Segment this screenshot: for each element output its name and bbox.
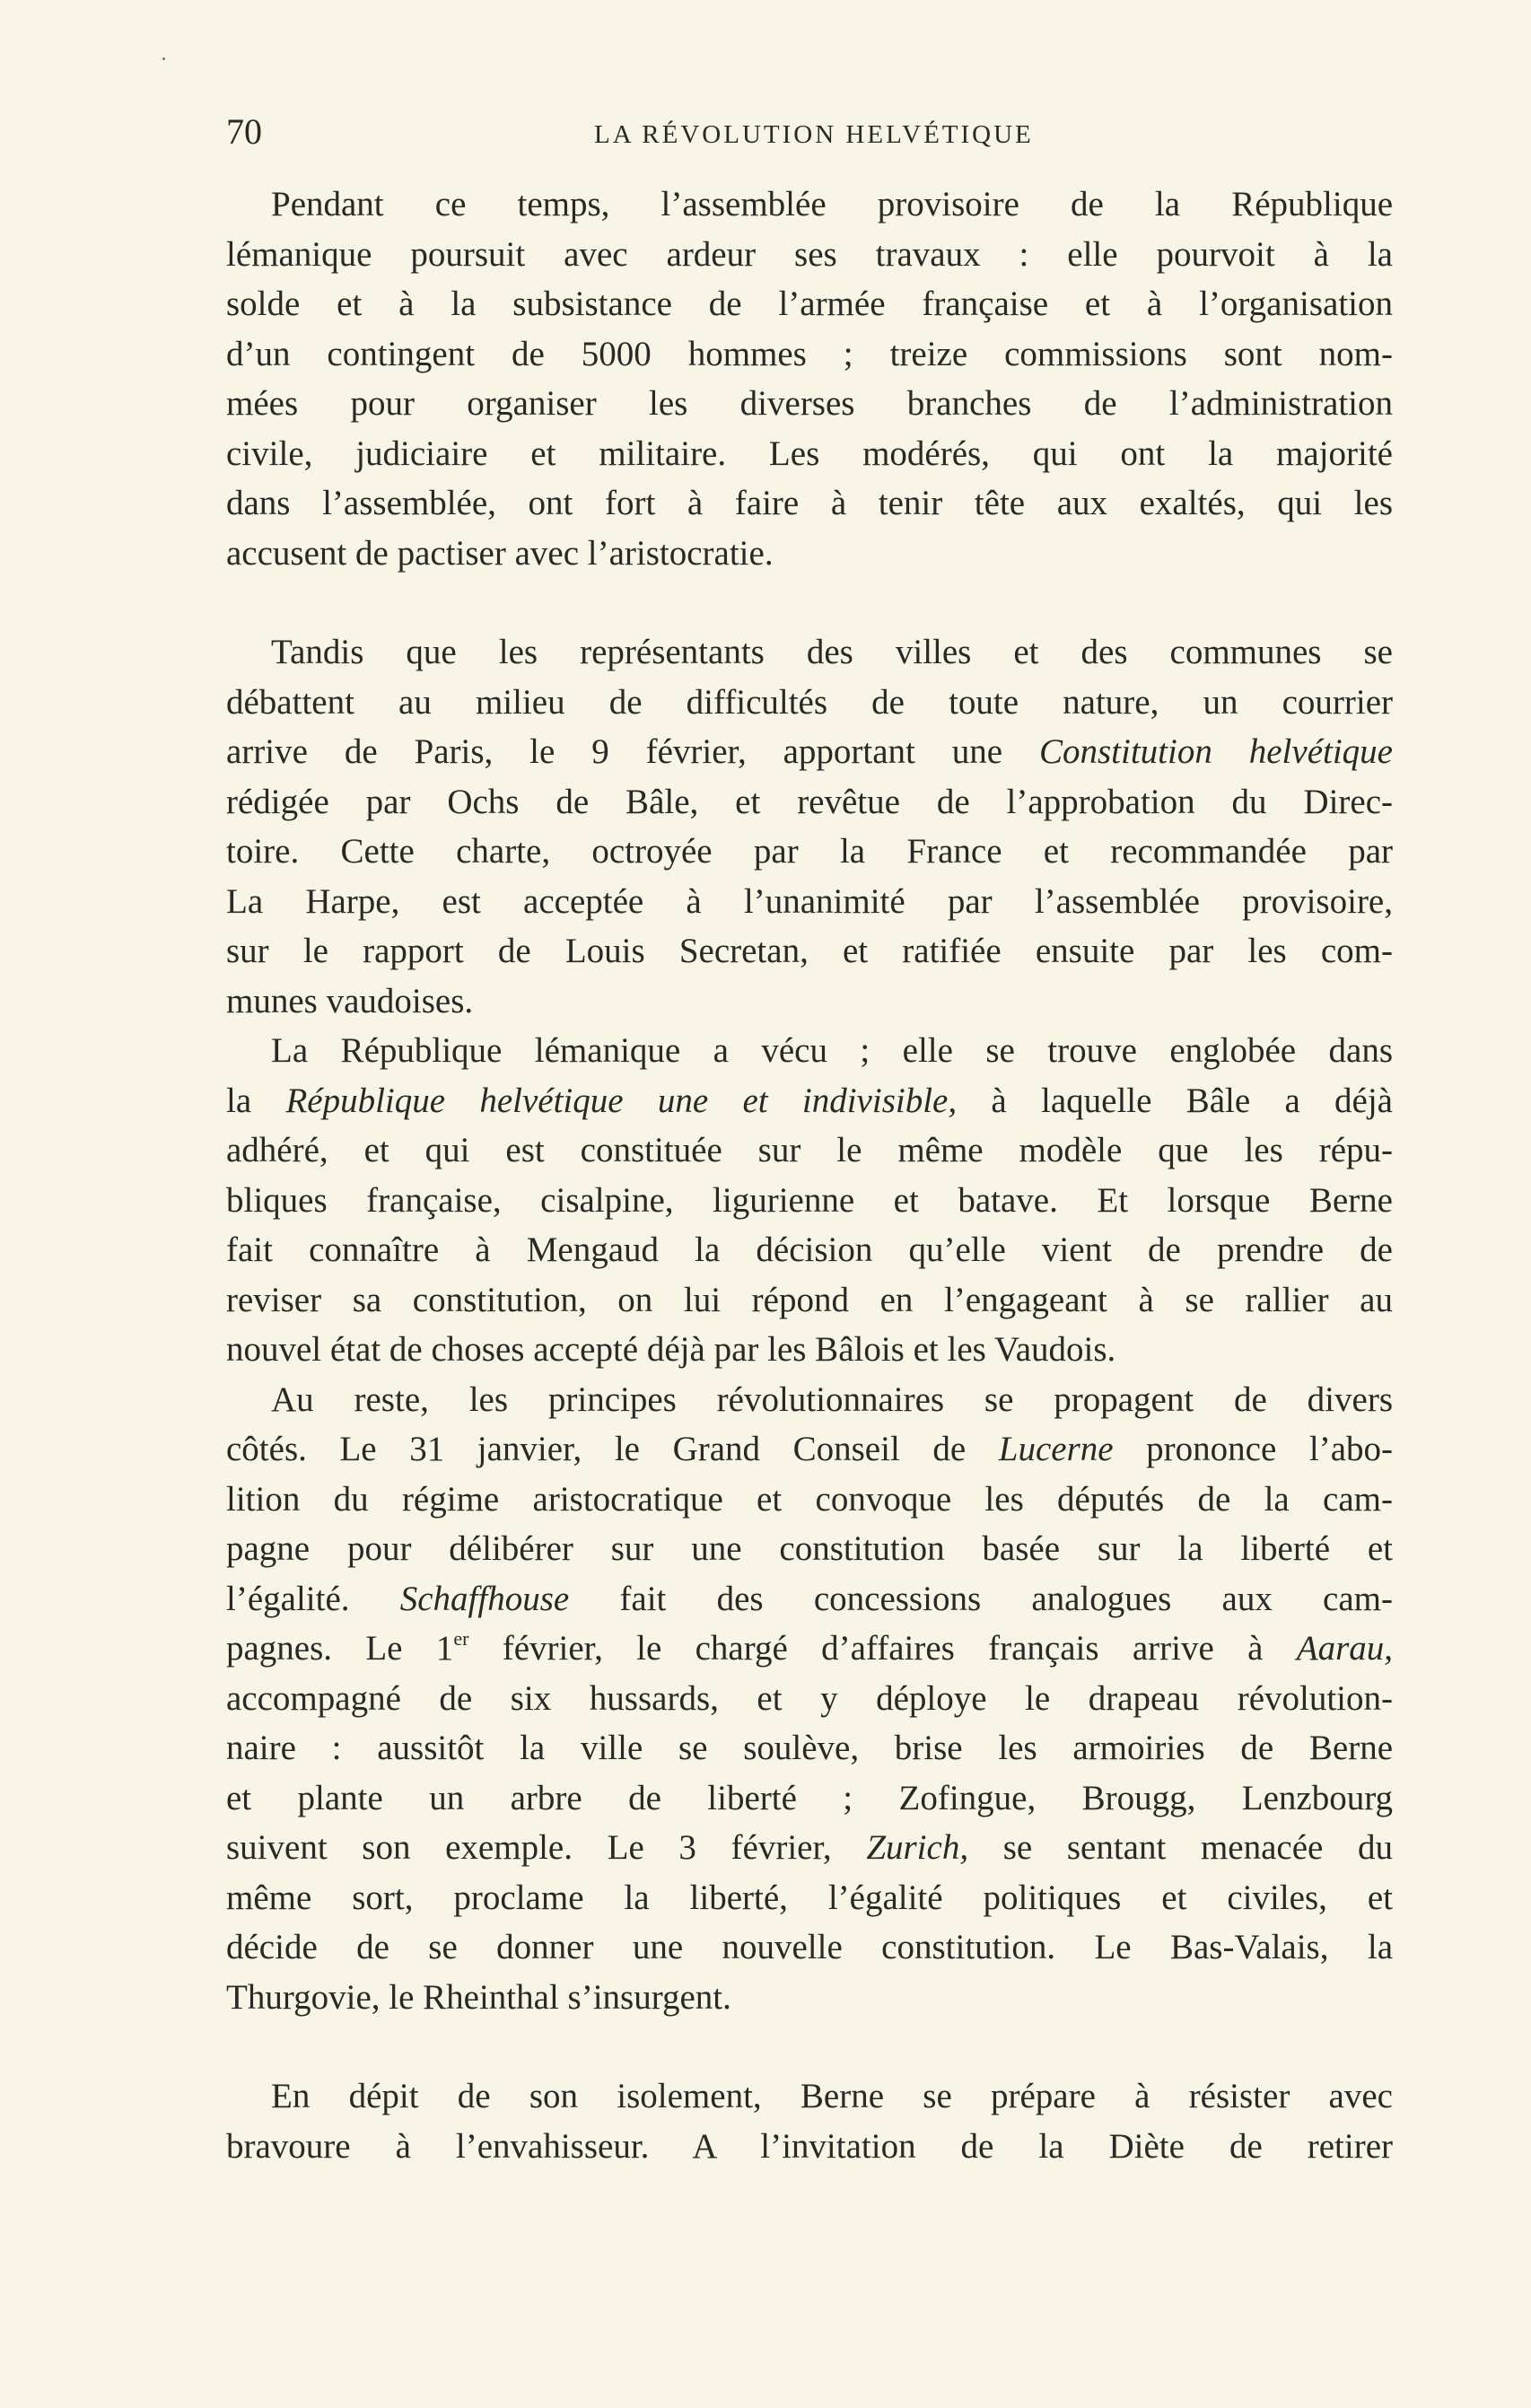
text-line: rédigée par Ochs de Bâle, et revêtue de l’approbation du Direc- <box>226 782 1393 821</box>
paragraph <box>226 2071 1393 2171</box>
text-line: adhéré, et qui est constituée sur le même modèle que les répu- <box>226 1131 1393 1169</box>
text-line: dans l’assemblée, ont fort à faire à tenir tête aux exaltés, qui les <box>226 484 1393 522</box>
running-title: LA RÉVOLUTION HELVÉTIQUE <box>594 120 1034 149</box>
text-run: arrive de Paris, le 9 février, apportant une <box>226 732 1039 771</box>
text-line: La Harpe, est acceptée à l’unanimité par l’assemblée provisoire, <box>226 881 1393 921</box>
italic-place: Aarau, <box>1296 1629 1393 1668</box>
text-line: même sort, proclame la liberté, l’égalité politiques et civiles, et <box>226 1878 1393 1917</box>
text-line: Au reste, les principes révolutionnaires se propagent de divers <box>271 1379 1393 1419</box>
text-run: fait des concessions analogues aux cam- <box>569 1579 1393 1618</box>
text-line: reviser sa constitution, on lui répond en l’engageant à se rallier au <box>226 1280 1393 1319</box>
text-run: l’égalité. <box>226 1579 400 1618</box>
text-line: sur le rapport de Louis Secretan, et ratifiée ensuite par les com- <box>226 932 1393 970</box>
italic-title: Constitution helvétique <box>1038 732 1393 771</box>
text-line <box>226 1076 1393 1126</box>
text-line: décide de se donner une nouvelle constitution. Le Bas-Valais, la <box>226 1928 1393 1966</box>
text-run: la <box>226 1081 286 1120</box>
text-line: débattent au milieu de difficultés de toute nature, un courrier <box>226 682 1393 722</box>
text-line: accompagné de six hussards, et y déploye le drapeau révolution- <box>226 1678 1393 1718</box>
text-line: civile, judiciaire et militaire. Les modérés, qui ont la majorité <box>226 433 1393 473</box>
text-line: d’un contingent de 5000 hommes ; treize commissions sont nom- <box>226 334 1393 373</box>
text-line <box>226 1574 1393 1624</box>
text-line: Pendant ce temps, l’assemblée provisoire de la République <box>271 185 1393 223</box>
text-line: toire. Cette charte, octroyée par la France et recommandée par <box>226 832 1393 871</box>
text-run: à laquelle Bâle a déjà <box>957 1081 1393 1120</box>
paragraph <box>226 1026 1393 1375</box>
text-line: lition du régime aristocratique et convoque les députés de la cam- <box>226 1479 1393 1519</box>
text-run: pagnes. Le 1 <box>226 1629 454 1668</box>
text-run: suivent son exemple. Le 3 février, <box>226 1828 867 1867</box>
superscript: er <box>453 1627 469 1650</box>
text-line: Thurgovie, le Rheinthal s’insurgent. <box>226 1977 731 2017</box>
text-line: lémanique poursuit avec ardeur ses travaux : elle pourvoit à la <box>226 234 1393 274</box>
text-line: et plante un arbre de liberté ; Zofingue, Brougg, Lenzbourg <box>226 1778 1393 1817</box>
text-line: nouvel état de choses accepté déjà par les Bâlois et les Vaudois. <box>226 1330 1116 1369</box>
italic-place: Zurich, <box>866 1828 969 1867</box>
text-run: se sentant menacée du <box>968 1828 1394 1867</box>
text-line: pagne pour délibérer sur une constitution basée sur la liberté et <box>226 1529 1393 1568</box>
text-run: prononce l’abo- <box>1113 1430 1393 1468</box>
text-run: côtés. Le 31 janvier, le Grand Conseil de <box>226 1430 999 1468</box>
paragraph <box>226 627 1393 1026</box>
text-run: février, le chargé d’affaires français arrive à <box>468 1629 1297 1668</box>
text-line: En dépit de son isolement, Berne se prépare à résister avec <box>271 2077 1393 2115</box>
text-line: munes vaudoises. <box>226 981 474 1020</box>
text-line <box>226 727 1393 777</box>
text-line: mées pour organiser les diverses branches de l’administration <box>226 384 1393 423</box>
ink-speck <box>162 57 165 60</box>
text-line <box>226 1624 1393 1674</box>
page-header <box>226 109 1393 163</box>
text-line <box>226 1823 1393 1873</box>
text-line: bravoure à l’envahisseur. A l’invitation de la Diète de retirer <box>226 2126 1393 2166</box>
text-line <box>226 1424 1393 1475</box>
italic-place: Schaffhouse <box>399 1579 570 1618</box>
text-line: bliques française, cisalpine, ligurienne et batave. Et lorsque Berne <box>226 1180 1393 1220</box>
page-number: 70 <box>226 111 262 152</box>
text-line: naire : aussitôt la ville se soulève, brise les armoiries de Berne <box>226 1729 1393 1767</box>
body-text <box>226 180 1393 2171</box>
text-line: accusent de pactiser avec l’aristocratie. <box>226 533 774 573</box>
paragraph <box>226 180 1393 578</box>
text-line: fait connaître à Mengaud la décision qu’elle vient de prendre de <box>226 1230 1393 1269</box>
paragraph <box>226 1375 1393 2023</box>
italic-place: Lucerne <box>998 1430 1114 1468</box>
text-line: La République lémanique a vécu ; elle se trouve englobée dans <box>271 1031 1393 1070</box>
italic-name: République helvétique une et indivisible, <box>285 1081 958 1120</box>
text-line: solde et à la subsistance de l’armée française et à l’organisation <box>226 285 1393 323</box>
text-line: Tandis que les représentants des villes et des communes se <box>271 633 1393 671</box>
